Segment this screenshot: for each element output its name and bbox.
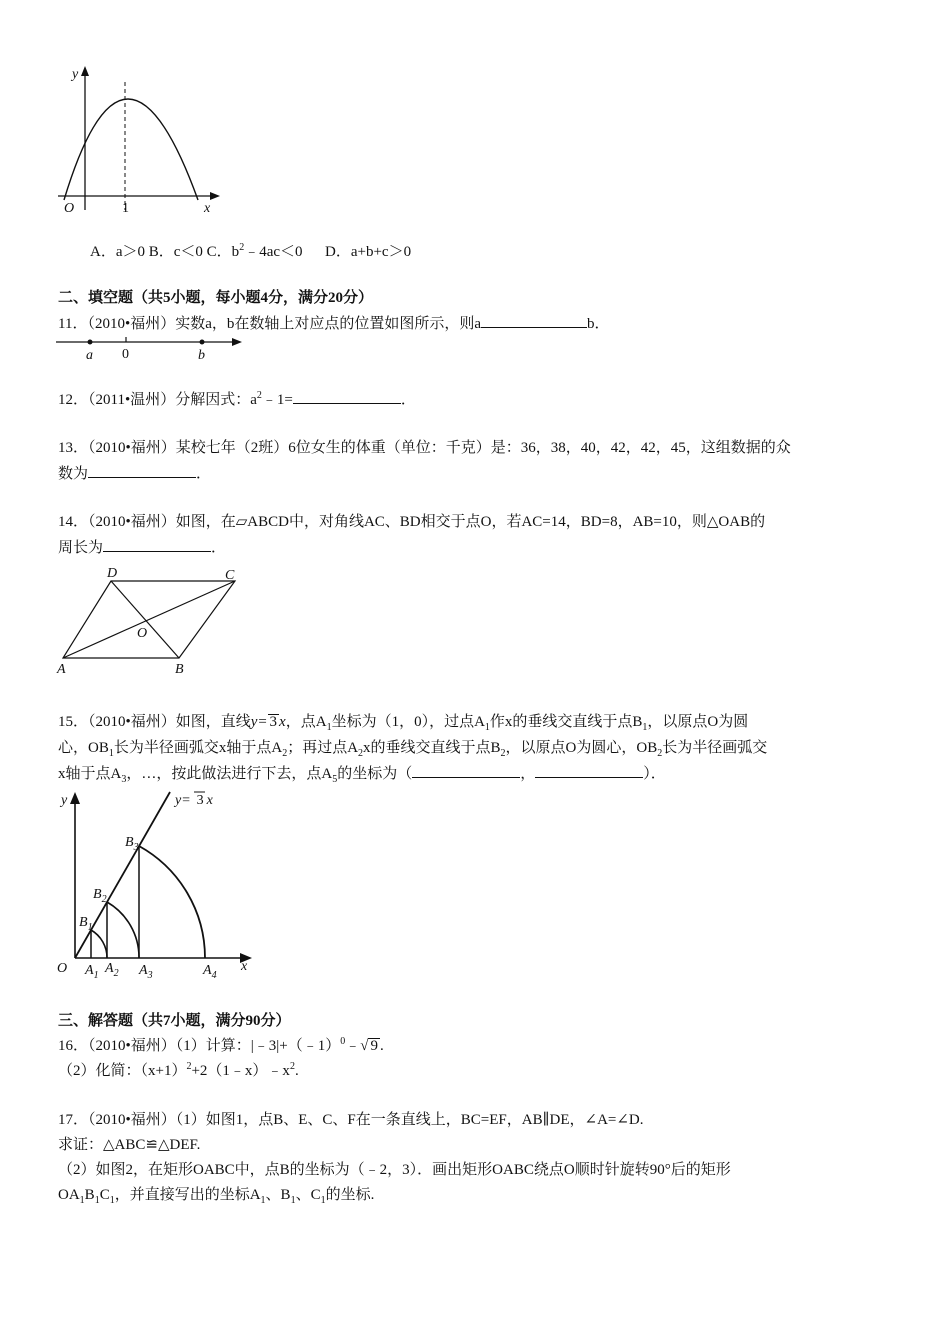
fig15-x-label: x	[241, 959, 248, 974]
fig14-a-label: A	[57, 662, 66, 677]
fig15-y-label: y	[61, 793, 68, 808]
question-13-line-1: 13．（2010•福州）某校七年（2班）6位女生的体重（单位：千克）是：36，38，40，42，42，45，这组数据的众	[58, 440, 791, 456]
section-3-heading: 三、解答题（共7小题，满分90分）	[58, 1013, 291, 1029]
fig14-b-label: B	[175, 662, 184, 677]
question-17-line-2: 求证：△ABC≌△DEF.	[58, 1137, 201, 1153]
fig14-c-label: C	[225, 568, 235, 583]
question-16-line-2: （2）化简：$(x+1)^2+2(1﹣x)﹣x^2$.	[58, 1061, 299, 1079]
fig15-eq-label: y= 3 x	[175, 793, 213, 808]
question-14-line-2: 周长为 ．	[58, 537, 226, 558]
question-15-line-1: 15．（2010•福州）如图，直线y= 3 x，点$A_1$坐标为（1，0），过点$A_1$作x的垂线交直线于点$B_1$，以原点O为圆	[58, 714, 749, 733]
fig15-origin-label: O	[57, 961, 68, 976]
fig14-o-label: O	[137, 626, 148, 641]
fig15-a4-label: $A_4$	[203, 963, 217, 981]
fig10-one-label: 1	[122, 201, 129, 216]
question-17-line-4: $OA_1B_1C_1$，并直接写出的坐标$A_1$、$B_1$、$C_1$的坐标.	[58, 1187, 375, 1206]
q10-options	[90, 240, 411, 261]
fig14-d-label: D	[107, 566, 118, 581]
question-14-line-1: 14．（2010•福州）如图，在▱ABCD中，对角线AC、BD相交于点O，若AC=14，BD=8，AB=10，则△OAB的	[58, 514, 766, 530]
arcs-figure	[55, 788, 260, 983]
fig10-y-label: y	[72, 67, 79, 82]
section-2-heading: 二、填空题（共5小题，每小题4分，满分20分）	[58, 290, 374, 306]
question-15-line-2: 心，$OB_1$长为半径画弧交x轴于点$A_2$；再过点$A_2x$的垂线交直线于点$B_2$，以原点O为圆心，$OB_2$长为半径画弧交	[58, 740, 768, 759]
fig15-a3-label: $A_3$	[139, 963, 153, 981]
question-12: 12．（2011•温州）分解因式：$a^2﹣1=$ ．	[58, 390, 416, 408]
fig11-a-label: a	[86, 348, 93, 363]
fig11-b-label: b	[198, 348, 205, 363]
fig15-b3-label: $B_3$	[125, 835, 139, 853]
parabola-figure	[52, 60, 227, 220]
q10-option-d: D．a+b+c＞0	[325, 244, 412, 260]
fig15-b1-label: $B_1$	[79, 915, 93, 933]
question-11: 11．（2010•福州）实数a，b在数轴上对应点的位置如图所示，则a b．	[58, 313, 610, 334]
fig10-x-label: x	[204, 201, 211, 216]
fig15-b2-label: $B_2$	[93, 887, 107, 905]
q10-option-c: C．$b^2﹣4ac<0$	[206, 242, 303, 260]
q10-option-b: B．c＜0	[148, 244, 203, 260]
fig15-a1-label: $A_1$	[85, 963, 99, 981]
question-16-line-1: 16．（2010•福州）（1）计算：|﹣3|+（﹣1）$^0$﹣√ 9 .	[58, 1036, 384, 1054]
question-13-line-2: 数为 ．	[58, 463, 211, 484]
question-17-line-1: 17．（2010•福州）（1）如图1，点B、E、C、F在一条直线上，BC=EF，AB∥DE，∠A=∠D.	[58, 1112, 644, 1128]
fig11-zero-label: 0	[122, 347, 129, 362]
question-15-line-3: x轴于点$A_3$，…，按此做法进行下去，点$A_5$的坐标为（ ， ）．	[58, 763, 666, 784]
question-17-line-3: （2）如图2，在矩形OABC中，点B的坐标为（﹣2，3）．画出矩形OABC绕点O顺时针旋转90°后的矩形	[58, 1162, 731, 1178]
parallelogram-figure	[55, 565, 255, 680]
fig10-origin-label: O	[64, 201, 75, 216]
q10-option-a: A．a＞0	[90, 244, 145, 260]
number-line-figure	[56, 334, 246, 364]
fig15-a2-label: $A_2$	[105, 961, 119, 979]
